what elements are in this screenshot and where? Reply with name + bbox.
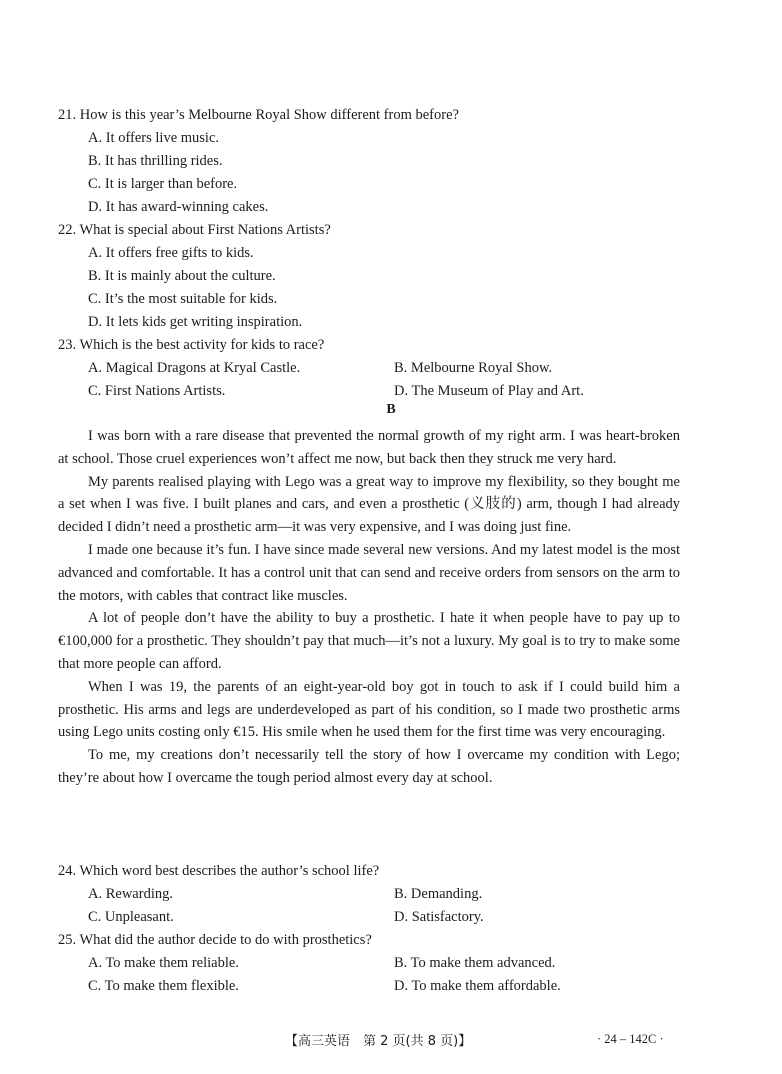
passage-b-paragraph-5: When I was 19, the parents of an eight-year-old boy got in touch to ask if I could build him a prosthetic. His arms and legs are underdeveloped as part of his condition, so I made two prosthetic arms using Lego units costing only €15. His smile when he used them for the first time was very encouraging. <box>58 678 680 741</box>
passage-b-paragraph-3: I made one because it’s fun. I have since made several new versions. And my latest model is the most advanced and comfortable. It has a control unit that can send and receive orders from sensors on the arm to the motors, with cables that contract like muscles. <box>58 541 680 604</box>
question-22-option-b: B. It is mainly about the culture. <box>88 268 276 284</box>
question-25-stem: 25. What did the author decide to do with prosthetics? <box>58 932 372 948</box>
question-23-option-b: B. Melbourne Royal Show. <box>394 360 553 376</box>
section-b-heading: B <box>386 402 396 417</box>
question-25-option-c: C. To make them flexible. <box>88 978 239 994</box>
question-22-option-d: D. It lets kids get writing inspiration. <box>88 314 303 330</box>
question-22-stem: 22. What is special about First Nations Artists? <box>58 222 331 238</box>
passage-b <box>58 425 680 790</box>
question-24-stem: 24. Which word best describes the author’s school life? <box>58 863 380 879</box>
passage-b-paragraph-6: To me, my creations don’t necessarily tell the story of how I overcame my condition with Lego; they’re about how I overcame the tough period almost every day at school. <box>58 747 680 786</box>
page-footer-label: 【高三英语 第 2 页(共 8 页)】 <box>285 1034 472 1049</box>
question-25-option-d: D. To make them affordable. <box>394 978 561 994</box>
question-23-option-c: C. First Nations Artists. <box>88 383 226 399</box>
question-21-option-b: B. It has thrilling rides. <box>88 153 223 169</box>
question-21-option-d: D. It has award-winning cakes. <box>88 199 269 215</box>
question-23-stem: 23. Which is the best activity for kids to race? <box>58 337 325 353</box>
question-25-option-a: A. To make them reliable. <box>88 955 239 971</box>
question-22-option-a: A. It offers free gifts to kids. <box>88 245 254 261</box>
question-23-option-d: D. The Museum of Play and Art. <box>394 383 584 399</box>
question-24-option-b: B. Demanding. <box>394 886 483 902</box>
passage-b-paragraph-1: I was born with a rare disease that prevented the normal growth of my right arm. I was heart-broken at school. Those cruel experiences won’t affect me now, but back then they struck me very hard. <box>58 428 680 467</box>
question-24-option-c: C. Unpleasant. <box>88 909 174 925</box>
question-24-option-d: D. Satisfactory. <box>394 909 484 925</box>
question-25-option-b: B. To make them advanced. <box>394 955 556 971</box>
question-21-option-a: A. It offers live music. <box>88 130 220 146</box>
question-23-option-a: A. Magical Dragons at Kryal Castle. <box>88 360 301 376</box>
question-21-option-c: C. It is larger than before. <box>88 176 238 192</box>
question-24-option-a: A. Rewarding. <box>88 886 173 902</box>
passage-b-paragraph-4: A lot of people don’t have the ability to buy a prosthetic. I hate it when people have to pay up to €100,000 for a prosthetic. They shouldn’t pay that much—it’s not a luxury. My goal is to try to make some that more people can afford. <box>58 610 680 672</box>
passage-b-paragraph-2: My parents realised playing with Lego was a great way to improve my flexibility, so they bought me a set when I was five. I built planes and cars, and even a prosthetic (义肢的) arm, though I had already decided I didn’t need a prosthetic arm—it was very expensive, and I was doing just fine. <box>58 473 680 536</box>
question-22-option-c: C. It’s the most suitable for kids. <box>88 291 278 307</box>
page-footer-code: · 24 – 142C · <box>597 1032 664 1046</box>
question-21-stem: 21. How is this year’s Melbourne Royal Show different from before? <box>58 107 459 123</box>
